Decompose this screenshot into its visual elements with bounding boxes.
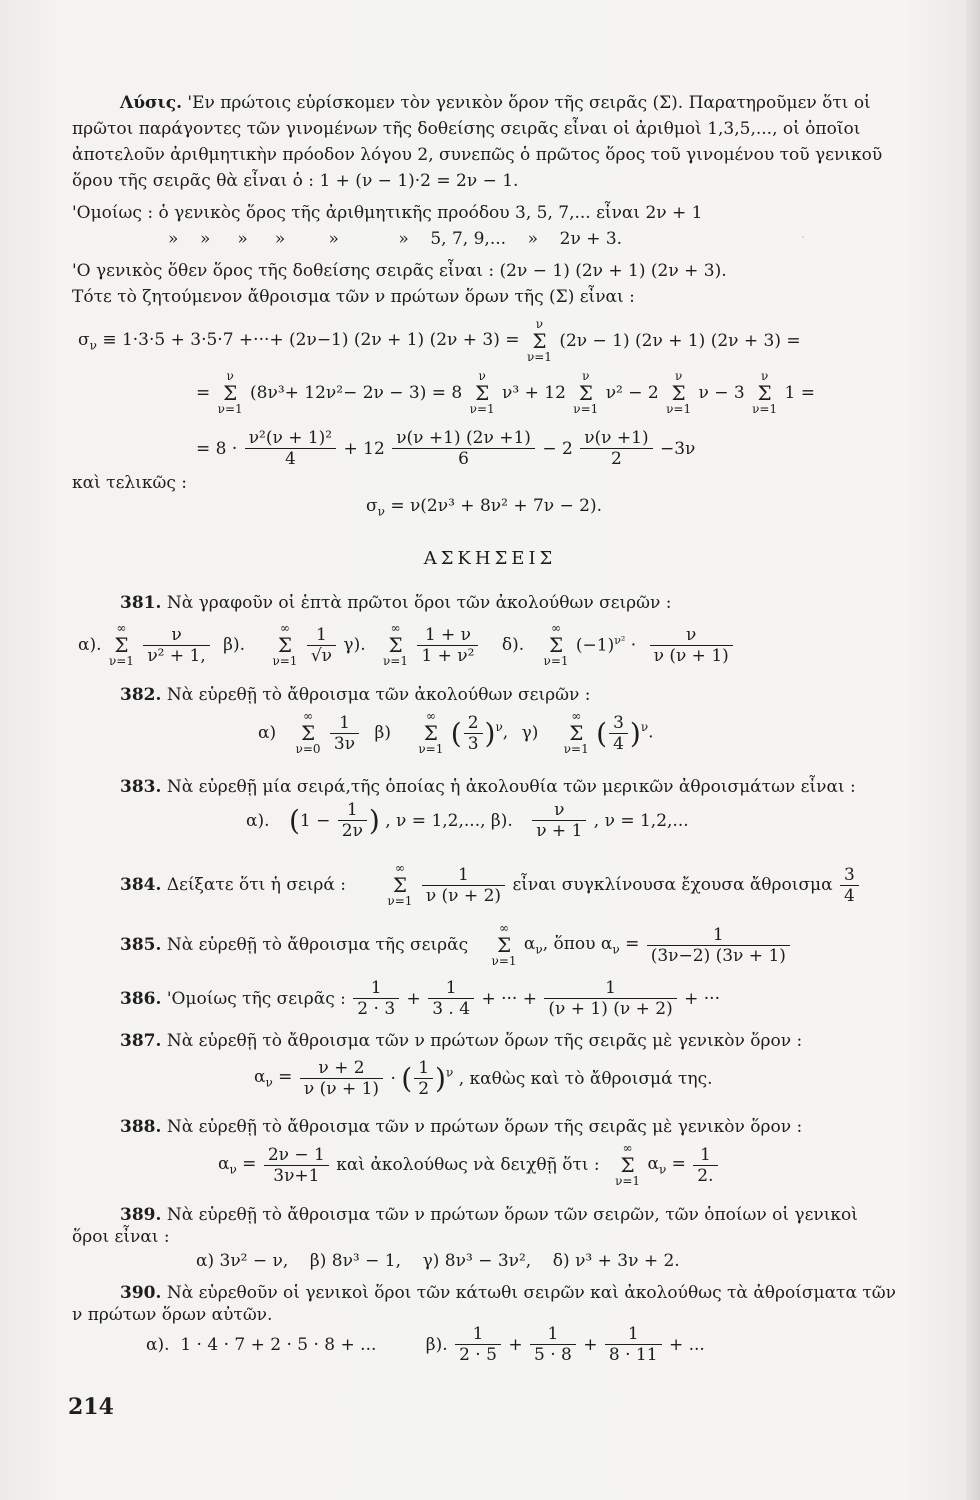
solution-line-4: ὅρου τῆς σειρᾶς θὰ εἶναι ὁ : 1 + (ν − 1)·2 = 2ν − 1.: [72, 171, 519, 191]
exercise-383: 383. Νὰ εὑρεθῇ μία σειρά,τῆς ὁποίας ἡ ἀκολουθία τῶν μερικῶν ἀθροισμάτων εἶναι :: [120, 777, 856, 797]
exercise-390: 390. Νὰ εὑρεθοῦν οἱ γενικοὶ ὅροι τῶν κάτωθι σειρῶν καὶ ἀκολούθως τὰ ἀθροίσματα τῶν: [120, 1283, 896, 1303]
equation-1: $\sigma_\nu \equiv 1\cdot 3\cdot 5 + 3\cdot 5\cdot 7$ +···+ (2ν−1) (2ν + 1) (2ν + 3) = ν Σ ν=1 (2ν − 1) (2ν + 1) (2ν + 3) =: [78, 317, 801, 364]
solution-line-2: πρῶτοι παράγοντες τῶν γινομένων τῆς δοθείσης σειρᾶς εἶναι οἱ ἀριθμοὶ 1,3,5,..., οἱ ὁποῖοι: [72, 119, 861, 139]
exercise-383-series: α). (1 − $\frac{1}{2\nu}$ ) , ν = 1,2,..., β). $\frac{\nu}{\nu + 1}$ , ν = 1,2,...: [246, 800, 689, 841]
exercise-382: 382. Νὰ εὑρεθῇ τὸ ἄθροισμα τῶν ἀκολούθων σειρῶν :: [120, 685, 591, 705]
show-through: ·: [800, 228, 806, 248]
exercise-390-cont: ν πρώτων ὅρων αὐτῶν.: [72, 1305, 273, 1325]
equation-2: = ν Σ ν=1 (8ν³+ 12ν²− 2ν − 3) = 8 ν Σ ν=1 ν³ + 12 ν Σ ν=1 ν² − 2 ν Σ ν=1 ν − 3 ν Σ ν=1 1 =: [196, 369, 815, 416]
exercise-390-series: α). 1 · 4 · 7 + 2 · 5 · 8 + ... β). $\frac{1}{2 \cdot 5}$ + $\frac{1}{5 \cdot 8}$ + $\frac{1}{8 \cdot 11}$ + ...: [146, 1324, 705, 1365]
exercise-389-cont: ὅροι εἶναι :: [72, 1227, 170, 1247]
exercise-389: 389. Νὰ εὑρεθῇ τὸ ἄθροισμα τῶν ν πρώτων ὅρων τῶν σειρῶν, τῶν ὁποίων οἱ γενικοὶ: [120, 1205, 858, 1225]
sigma-symbol: ν Σ ν=1: [526, 317, 552, 364]
solution-line-1: Λύσις. 'Εν πρώτοις εὑρίσκομεν τὸν γενικὸν ὅρον τῆς σειρᾶς (Σ). Παρατηροῦμεν ὅτι οἱ: [120, 93, 871, 113]
solution-line-5: 'Ομοίως : ὁ γενικὸς ὅρος τῆς ἀριθμητικῆς προόδου 3, 5, 7,... εἶναι 2ν + 1: [72, 203, 703, 223]
exercise-384: 384. Δείξατε ὅτι ἡ σειρά : ∞ Σ ν=1 $\frac{1}{\nu (\nu + 2)}$ εἶναι συγκλίνουσα ἔχουσα ἄθροισμα $\frac{3}{4}$: [120, 862, 861, 908]
exercise-388-formula: $\alpha_\nu$ = $\frac{2\nu - 1}{3\nu+1}$ καὶ ἀκολούθως νὰ δειχθῇ ὅτι : ∞ Σ ν=1 $\alpha_\nu$ = $\frac{1}{2.}$: [218, 1142, 720, 1188]
final-label: καὶ τελικῶς :: [72, 473, 187, 493]
exercise-387: 387. Νὰ εὑρεθῇ τὸ ἄθροισμα τῶν ν πρώτων ὅρων τῆς σειρᾶς μὲ γενικὸν ὅρον :: [120, 1031, 803, 1051]
page-edge: [966, 0, 980, 1500]
exercise-389-items: α) 3ν² − ν, β) 8ν³ − 1, γ) 8ν³ − 3ν², δ) ν³ + 3ν + 2.: [196, 1251, 680, 1271]
solution-line-7: 'Ο γενικὸς ὅθεν ὅρος τῆς δοθείσης σειρᾶς εἶναι : (2ν − 1) (2ν + 1) (2ν + 3).: [72, 261, 727, 281]
exercise-387-formula: $\alpha_\nu$ = $\frac{\nu + 2}{\nu (\nu + 1)}$ · ( $\frac{1}{2}$ )$^\nu$ , καθὼς καὶ τὸ ἄθροισμά της.: [254, 1058, 713, 1099]
page-number: 214: [68, 1394, 114, 1420]
solution-line-3: ἀποτελοῦν ἀριθμητικὴν πρόοδον λόγου 2, συνεπῶς ὁ πρῶτος ὅρος τοῦ γινομένου τοῦ γενικοῦ: [72, 145, 883, 165]
exercises-heading: ΑΣΚΗΣΕΙΣ: [423, 548, 557, 569]
solution-label: Λύσις.: [120, 93, 183, 113]
exercise-388: 388. Νὰ εὑρεθῇ τὸ ἄθροισμα τῶν ν πρώτων ὅρων τῆς σειρᾶς μὲ γενικὸν ὅρον :: [120, 1117, 803, 1137]
solution-line-6: » » » » » » 5, 7, 9,... » 2ν + 3.: [168, 229, 623, 249]
exercise-386: 386. 'Ομοίως τῆς σειρᾶς : $\frac{1}{2 \cdot 3}$ + $\frac{1}{3 . 4}$ + ··· + $\frac{1}{(\nu + 1) (\nu + 2)}$ + ···: [120, 978, 720, 1019]
solution-line-8: Τότε τὸ ζητούμενον ἄθροισμα τῶν ν πρώτων ὅρων τῆς (Σ) εἶναι :: [72, 287, 635, 307]
final-equation: $\sigma_\nu = \nu(2\nu^3 + 8\nu^2 + 7\nu - 2)$.: [366, 496, 603, 519]
equation-3: = 8 · $\frac{\text{ν²(ν + 1)²}}{4}$ + 12 $\frac{\nu(\nu +1) (2\nu +1)}{6}$ − 2 $\frac{\nu(\nu +1)}{2}$ −3ν: [196, 428, 696, 469]
exercise-382-series: α) ∞ Σ ν=0 $\frac{1}{3\nu}$ β) ∞ Σ ν=1 ( $\frac{2}{3}$ )$^\nu$, γ) ∞ Σ ν=1 ( $\frac{3}{4}$ )$^\nu$.: [258, 709, 654, 756]
exercise-381: 381. Νὰ γραφοῦν οἱ ἑπτὰ πρῶτοι ὅροι τῶν ἀκολούθων σειρῶν :: [120, 593, 672, 613]
exercise-381-series: α). ∞ Σ ν=1 $\frac{\nu}{\text{ν² + 1,}}$ β). ∞ Σ ν=1 $\frac{1}{√\nu}$ γ). ∞ Σ ν=1 $\frac{1 + \nu}{\text{1 + ν²}}$ δ). ∞ Σ ν=1 $(-1)^{\nu^2}$ · $\frac{\nu}{\nu (\nu + 1)}$: [78, 622, 735, 668]
exercise-385: 385. Νὰ εὑρεθῇ τὸ ἄθροισμα τῆς σειρᾶς ∞ Σ ν=1 $\alpha_\nu$, ὅπου $\alpha_\nu$ = $\frac{1}{(3\nu-2) (3\nu + 1)}$: [120, 922, 792, 968]
